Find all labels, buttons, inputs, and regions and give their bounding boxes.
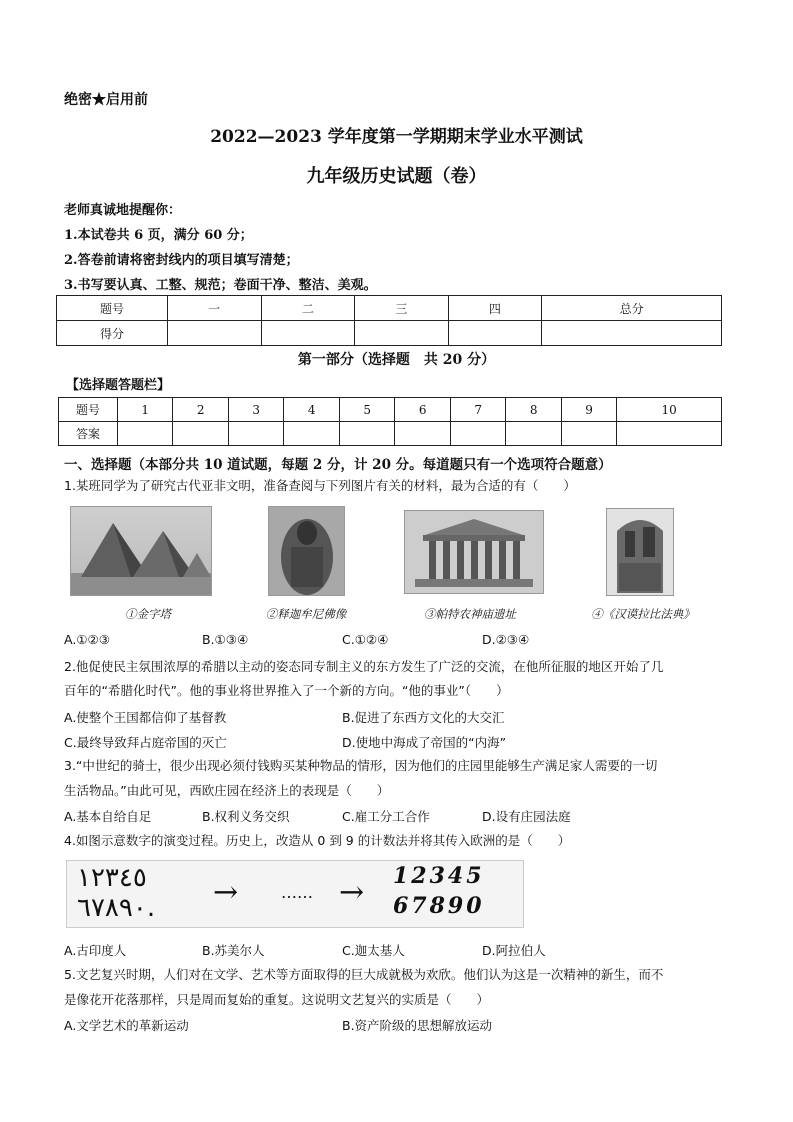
answer-header-cell: 1	[118, 398, 173, 422]
buddha-statue-image	[268, 506, 345, 596]
q3-option-a[interactable]: A.基本自给自足	[64, 809, 152, 824]
parthenon-image	[404, 510, 544, 594]
answer-header-cell: 3	[228, 398, 283, 422]
confidential-mark: 绝密★启用前	[64, 92, 148, 108]
score-row-label: 得分	[57, 321, 168, 346]
question-4-text: 4.如图示意数字的演变过程。历史上，改造从 0 到 9 的计数法并将其传入欧洲的是（ ）	[64, 833, 571, 848]
question-2-line-2: 百年的“希腊化时代”。他的事业将世界推入了一个新的方向。“他的事业”（ ）	[64, 683, 509, 698]
answer-table	[58, 397, 722, 446]
question-5-line-1: 5.文艺复兴时期，人们对在文学、艺术等方面取得的巨大成就极为欢欣。他们认为这是一次精神的新生，而不	[64, 967, 664, 982]
answer-cell[interactable]	[506, 422, 561, 446]
question-1-text: 1.某班同学为了研究古代亚非文明，准备查阅与下列图片有关的材料，最为合适的有（ ）	[64, 478, 576, 493]
q2-option-c[interactable]: C.最终导致拜占庭帝国的灭亡	[64, 735, 227, 750]
score-cell[interactable]	[542, 321, 722, 346]
answer-header-cell: 9	[561, 398, 616, 422]
answer-row-label: 答案	[59, 422, 118, 446]
score-cell[interactable]	[168, 321, 262, 346]
q2-option-d[interactable]: D.使地中海成了帝国的“内海”	[342, 735, 507, 750]
score-table	[56, 295, 722, 346]
q2-option-a[interactable]: A.使整个王国都信仰了基督教	[64, 710, 227, 725]
answer-bar-title: 【选择题答题栏】	[66, 378, 171, 393]
modern-numerals-row-1: 12345	[393, 863, 485, 889]
score-header-cell: 二	[261, 296, 355, 321]
hammurabi-code-image	[606, 508, 674, 596]
arabic-numerals-row-2: ٦٧٨٩٠.	[77, 893, 156, 923]
q5-option-a[interactable]: A.文学艺术的革新运动	[64, 1018, 189, 1033]
q3-option-d[interactable]: D.设有庄园法庭	[482, 809, 571, 824]
answer-cell[interactable]	[284, 422, 339, 446]
section-one-heading: 一、选择题（本部分共 10 道试题，每题 2 分，计 20 分。每道题只有一个选项符合题意）	[64, 457, 612, 473]
q1-option-c[interactable]: C.①②④	[342, 632, 389, 647]
exam-subtitle: 九年级历史试题（卷）	[306, 166, 487, 187]
answer-cell[interactable]	[118, 422, 173, 446]
score-cell[interactable]	[261, 321, 355, 346]
answer-cell[interactable]	[228, 422, 283, 446]
answer-cell[interactable]	[617, 422, 722, 446]
answer-header-cell: 8	[506, 398, 561, 422]
note-intro: 老师真诚地提醒你：	[64, 203, 182, 218]
caption-buddha: ②释迦牟尼佛像	[265, 607, 347, 621]
answer-header-cell: 题号	[59, 398, 118, 422]
note-2: 2.答卷前请将密封线内的项目填写清楚；	[64, 253, 299, 268]
question-2-line-1: 2.他促使民主氛围浓厚的希腊以主动的姿态同专制主义的东方发生了广泛的交流，在他所征服的地区开始了几	[64, 659, 664, 674]
q1-option-b[interactable]: B.①③④	[202, 632, 249, 647]
q4-option-b[interactable]: B.苏美尔人	[202, 943, 265, 958]
answer-header-cell: 2	[173, 398, 228, 422]
note-3: 3.书写要认真、工整、规范；卷面干净、整洁、美观。	[64, 278, 377, 293]
answer-cell[interactable]	[561, 422, 616, 446]
q1-option-a[interactable]: A.①②③	[64, 632, 110, 647]
question-3-line-2: 生活物品。”由此可见，西欧庄园在经济上的表现是（ ）	[64, 783, 390, 798]
exam-title: 2022—2023 学年度第一学期期末学业水平测试	[210, 127, 583, 147]
q1-option-d[interactable]: D.②③④	[482, 632, 530, 647]
buddha-illustration	[269, 507, 344, 595]
answer-cell[interactable]	[339, 422, 394, 446]
answer-cell[interactable]	[395, 422, 450, 446]
answer-header-cell: 6	[395, 398, 450, 422]
hammurabi-illustration	[607, 509, 673, 595]
question-5-line-2: 是像花开花落那样，只是周而复始的重复。这说明文艺复兴的实质是（ ）	[64, 992, 490, 1007]
answer-cell[interactable]	[173, 422, 228, 446]
score-header-cell: 一	[168, 296, 262, 321]
score-header-cell: 三	[355, 296, 449, 321]
answer-cell[interactable]	[450, 422, 505, 446]
caption-hammurabi: ④《汉谟拉比法典》	[591, 607, 695, 621]
note-1: 1.本试卷共 6 页，满分 60 分；	[64, 228, 253, 243]
pyramid-illustration	[71, 507, 211, 595]
modern-numerals-row-2: 67890	[393, 893, 485, 919]
score-header-cell: 总分	[542, 296, 722, 321]
score-cell[interactable]	[355, 321, 449, 346]
caption-parthenon: ③帕特农神庙遗址	[424, 607, 516, 621]
question-3-line-1: 3.“中世纪的骑士，很少出现必须付钱购买某种物品的情形，因为他们的庄园里能够生产满足家人需要的一切	[64, 758, 658, 773]
part-one-heading: 第一部分（选择题 共 20 分）	[297, 352, 496, 368]
q2-option-b[interactable]: B.促进了东西方文化的大交汇	[342, 710, 505, 725]
arrow-icon: →	[339, 875, 365, 910]
numeral-evolution-image	[66, 860, 524, 928]
score-header-cell: 题号	[57, 296, 168, 321]
parthenon-illustration	[405, 511, 543, 593]
answer-header-cell: 4	[284, 398, 339, 422]
q3-option-b[interactable]: B.权利义务交织	[202, 809, 290, 824]
answer-header-cell: 7	[450, 398, 505, 422]
answer-header-cell: 5	[339, 398, 394, 422]
ellipsis-text: ……	[281, 883, 313, 902]
arabic-numerals-row-1: ١٢٣٤٥	[77, 863, 147, 893]
q4-option-c[interactable]: C.迦太基人	[342, 943, 405, 958]
q4-option-a[interactable]: A.古印度人	[64, 943, 127, 958]
answer-header-cell: 10	[617, 398, 722, 422]
q4-option-d[interactable]: D.阿拉伯人	[482, 943, 546, 958]
q5-option-b[interactable]: B.资产阶级的思想解放运动	[342, 1018, 493, 1033]
score-cell[interactable]	[448, 321, 542, 346]
q3-option-c[interactable]: C.雇工分工合作	[342, 809, 430, 824]
pyramid-image	[70, 506, 212, 596]
arrow-icon: →	[213, 875, 239, 910]
score-header-cell: 四	[448, 296, 542, 321]
caption-pyramid: ①金字塔	[125, 607, 171, 621]
